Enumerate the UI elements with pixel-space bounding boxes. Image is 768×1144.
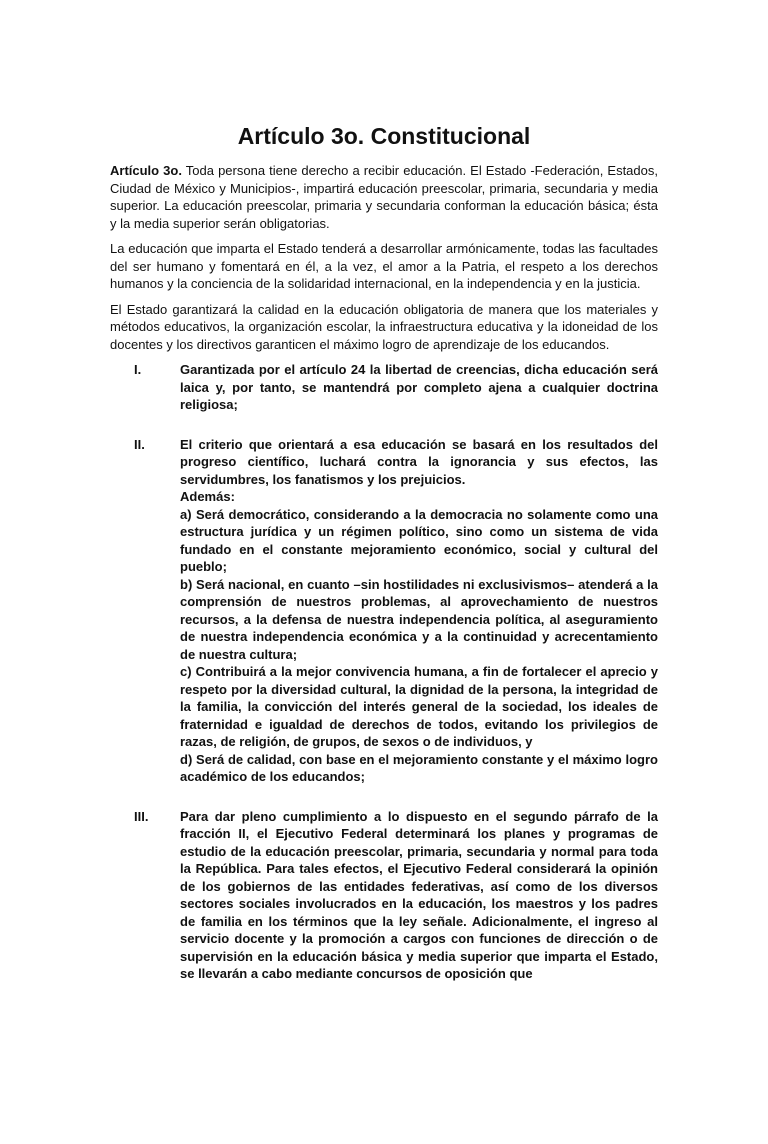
ademas-label: Además: <box>180 489 235 504</box>
fraction-text: Garantizada por el artículo 24 la libertad de creencias, dicha educación será laica y, por tanto, se mantendrá por completo ajena a cualquier doctrina religiosa; <box>180 362 658 412</box>
page-title: Artículo 3o. Constitucional <box>237 123 531 149</box>
fraction-content <box>180 808 658 983</box>
fraction-i <box>110 361 658 414</box>
fraction-content <box>180 436 658 786</box>
fraction-iii <box>110 808 658 983</box>
subitem-b: b) Será nacional, en cuanto –sin hostilidades ni exclusivismos– atenderá a la comprensión de nuestros problemas, al aprovechamiento de nuestros recursos, a la defensa de nuestra independencia política, al aseguramiento de nuestra independencia económica y a la continuidad y acrecentamiento de nuestra cultura; <box>180 576 658 662</box>
fraction-number: II. <box>134 436 145 452</box>
document-page <box>0 120 768 1144</box>
intro-paragraph <box>110 162 658 232</box>
article-lead: Artículo 3o. <box>110 163 182 178</box>
fraction-content <box>180 361 658 414</box>
subitem-d: d) Será de calidad, con base en el mejoramiento constante y el máximo logro académico de los educandos; <box>180 751 658 784</box>
fraction-number: III. <box>134 808 149 824</box>
subitem-a: a) Será democrático, considerando a la democracia no solamente como una estructura jurídica y un régimen político, sino como un sistema de vida fundado en el constante mejoramiento económico, social y cultural del pueblo; <box>180 506 658 574</box>
intro-text: Toda persona tiene derecho a recibir educación. El Estado -Federación, Estados, Ciudad de México y Municipios-, impartirá educación preescolar, primaria, secundaria y media superior. La educación preescolar, primaria y secundaria conforman la educación básica; ésta y la media superior serán obligatorias. <box>110 163 658 231</box>
fraction-ii <box>110 436 658 786</box>
fraction-text: El criterio que orientará a esa educación se basará en los resultados del progreso científico, luchará contra la ignorancia y sus efectos, las servidumbres, los fanatismos y los prejuicios. <box>180 436 658 487</box>
paragraph-2: La educación que imparta el Estado tenderá a desarrollar armónicamente, todas las facultades del ser humano y fomentará en él, a la vez, el amor a la Patria, el respeto a los derechos humanos y la conciencia de la solidaridad internacional, en la independencia y en la justicia. <box>110 241 658 291</box>
paragraph-3: El Estado garantizará la calidad en la educación obligatoria de manera que los materiales y métodos educativos, la organización escolar, la infraestructura educativa y la idoneidad de los docentes y los directivos garanticen el máximo logro de aprendizaje de los educandos. <box>110 301 658 352</box>
fraction-number: I. <box>134 362 142 377</box>
document-body <box>110 162 658 983</box>
subitem-c: c) Contribuirá a la mejor convivencia humana, a fin de fortalecer el aprecio y respeto por la diversidad cultural, la dignidad de la persona, la integridad de la familia, la convicción del interés general de la sociedad, los ideales de fraternidad e igualdad de derechos de todos, evitando los privilegios de razas, de religión, de grupos, de sexos o de individuos, y <box>180 664 658 749</box>
fraction-text: Para dar pleno cumplimiento a lo dispuesto en el segundo párrafo de la fracción II, el Ejecutivo Federal determinará los planes y programas de estudio de la educación preescolar, primaria, secundaria y normal para toda la República. Para tales efectos, el Ejecutivo Federal considerará la opinión de los gobiernos de las entidades federativas, así como de los diversos sectores sociales involucrados en la educación, los maestros y los padres de familia en los términos que la ley señale. Adicionalmente, el ingreso al servicio docente y la promoción a cargos con funciones de dirección o de supervisión en la educación básica y media superior que imparta el Estado, se llevarán a cabo mediante concursos de oposición que <box>180 808 658 981</box>
